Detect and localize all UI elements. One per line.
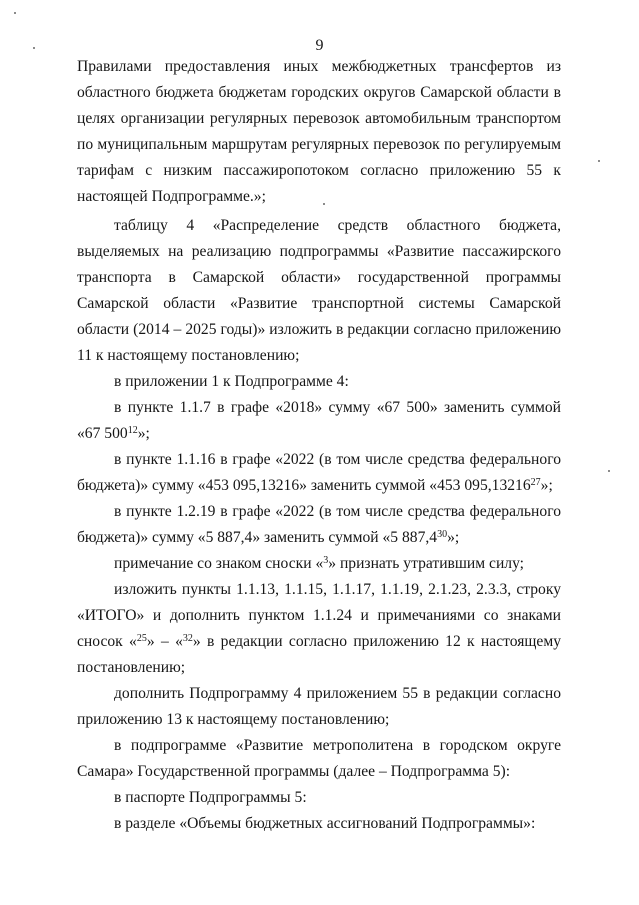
text: в пункте 1.1.7 в графе «2018» сумму «67 500» заменить суммой «67 500 bbox=[77, 399, 561, 442]
paragraph-item-1-1-16 bbox=[77, 447, 561, 499]
text: »; bbox=[447, 529, 460, 546]
text: » в редакции согласно приложению 12 к настоящему постановлению; bbox=[77, 633, 561, 676]
document-body bbox=[77, 54, 561, 837]
text: в пункте 1.2.19 в графе «2022 (в том числе средства федерального бюджета)» сумму «5 887,4» заменить суммой «5 887,4 bbox=[77, 503, 561, 546]
paragraph-footnote-3 bbox=[77, 551, 561, 577]
footnote-mark: 27 bbox=[530, 477, 541, 488]
scan-speck bbox=[598, 160, 600, 162]
paragraph-subprogram-5: в подпрограмме «Развитие метрополитена в городском округе Самара» Государственной программы (далее – Подпрограмма 5): bbox=[77, 737, 561, 780]
scan-speck bbox=[323, 203, 325, 205]
text: изложить пункты 1.1.13, 1.1.15, 1.1.17, 1.1.19, 2.1.23, 2.3.3, строку «ИТОГО» и дополнить пунктом 1.1.24 и примечаниями со знаками сносок « bbox=[77, 581, 561, 650]
text: »; bbox=[137, 425, 150, 442]
scan-speck bbox=[14, 12, 16, 14]
paragraph-table-4: таблицу 4 «Распределение средств областного бюджета, выделяемых на реализацию подпрограммы «Развитие пассажирского транспорта в Самарской области» государственной программы Самарской области «Развитие транспортной системы Самарской области (2014 – 2025 годы)» изложить в редакции согласно приложению 11 к настоящему постановлению; bbox=[77, 217, 561, 364]
text: » признать утратившим силу; bbox=[328, 555, 525, 572]
text: »; bbox=[540, 477, 553, 494]
footnote-mark: 25 bbox=[136, 633, 147, 644]
page-number: 9 bbox=[315, 37, 324, 54]
text: примечание со знаком сноски « bbox=[114, 555, 324, 572]
scan-speck bbox=[608, 470, 610, 472]
paragraph-continuation: Правилами предоставления иных межбюджетных трансфертов из областного бюджета бюджетам городских округов Самарской области в целях организации регулярных перевозок автомобильным транспортом по муниципальным маршрутам регулярных перевозок по регулируемым тарифам с низким пассажиропотоком согласно приложению 55 к настоящей Подпрограмме.»; bbox=[77, 58, 561, 205]
paragraph-appendix-1: в приложении 1 к Подпрограмме 4: bbox=[114, 373, 349, 390]
paragraph-budget-section: в разделе «Объемы бюджетных ассигнований Подпрограммы»: bbox=[114, 815, 536, 832]
footnote-mark: 30 bbox=[437, 529, 448, 540]
paragraph-item-1-2-19 bbox=[77, 499, 561, 551]
footnote-mark: 32 bbox=[182, 633, 193, 644]
footnote-mark: 3 bbox=[323, 555, 329, 566]
paragraph-appendix-55: дополнить Подпрограмму 4 приложением 55 в редакции согласно приложению 13 к настоящему постановлению; bbox=[77, 685, 561, 728]
text: в пункте 1.1.16 в графе «2022 (в том числе средства федерального бюджета)» сумму «453 095,13216» заменить суммой «453 095,13216 bbox=[77, 451, 561, 494]
footnote-mark: 12 bbox=[127, 425, 138, 436]
paragraph-item-1-1-7 bbox=[77, 395, 561, 447]
paragraph-restate-items bbox=[77, 577, 561, 681]
text: » – « bbox=[146, 633, 183, 650]
paragraph-passport: в паспорте Подпрограммы 5: bbox=[114, 789, 307, 806]
scan-speck bbox=[33, 47, 35, 49]
